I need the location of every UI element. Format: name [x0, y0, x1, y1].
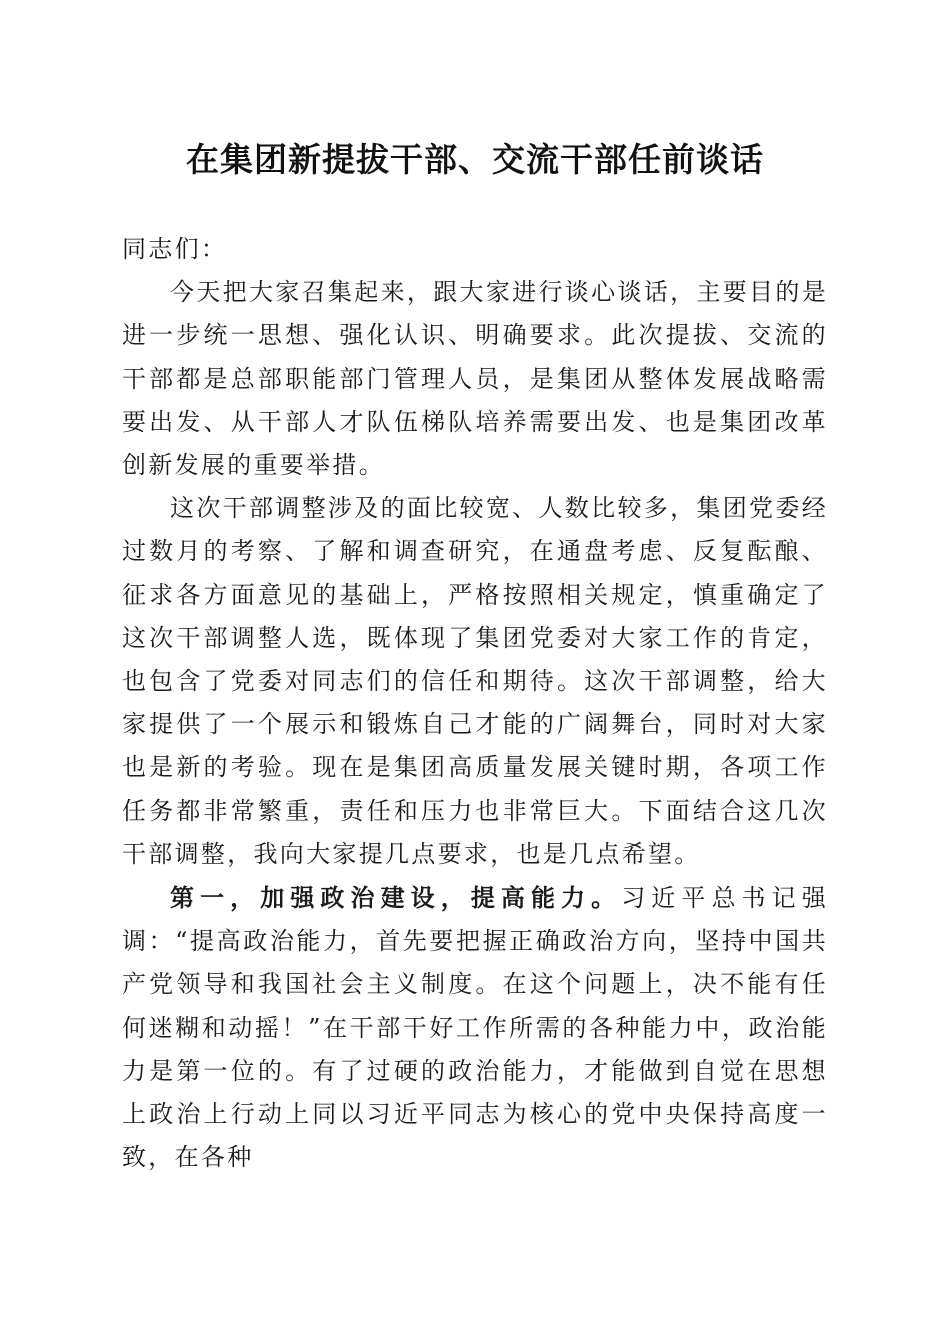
document-title: 在集团新提拔干部、交流干部任前谈话: [186, 140, 764, 179]
paragraph-2-text: 这次干部调整涉及的面比较宽、人数比较多，集团党委经过数月的考察、了解和调查研究，在通盘考虑、反复酝酿、征求各方面意见的基础上，严格按照相关规定，慎重确定了这次干部调整人选，既体现了集团党委对大家工作的肯定，也包含了党委对同志们的信任和期待。这次干部调整，给大家提供了一个展示和锻炼自己才能的广阔舞台，同时对大家也是新的考验。现在是集团高质量发展关键时期，各项工作任务都非常繁重，责任和压力也非常巨大。下面结合这几次干部调整，我向大家提几点要求，也是几点希望。: [122, 494, 828, 868]
document-body: [122, 228, 828, 1179]
paragraph-2: [122, 487, 828, 876]
paragraph-3-lead: 第一，加强政治建设，提高能力。: [170, 883, 622, 913]
salutation: 同志们：: [122, 235, 228, 263]
paragraph-3-text: 习近平总书记强调：“提高政治能力，首先要把握正确政治方向，坚持中国共产党领导和我国社会主义制度。在这个问题上，决不能有任何迷糊和动摇！”在干部干好工作所需的各种能力中，政治能力是第一位的。有了过硬的政治能力，才能做到自觉在思想上政治上行动上同以习近平同志为核心的党中央保持高度一致，在各种: [122, 884, 829, 1172]
paragraph-1-text: 今天把大家召集起来，跟大家进行谈心谈话，主要目的是进一步统一思想、强化认识、明确要求。此次提拔、交流的干部都是总部职能部门管理人员，是集团从整体发展战略需要出发、从干部人才队伍梯队培养需要出发、也是集团改革创新发展的重要举措。: [122, 278, 828, 480]
paragraph-1: [122, 271, 828, 487]
paragraph-3: [122, 876, 828, 1179]
